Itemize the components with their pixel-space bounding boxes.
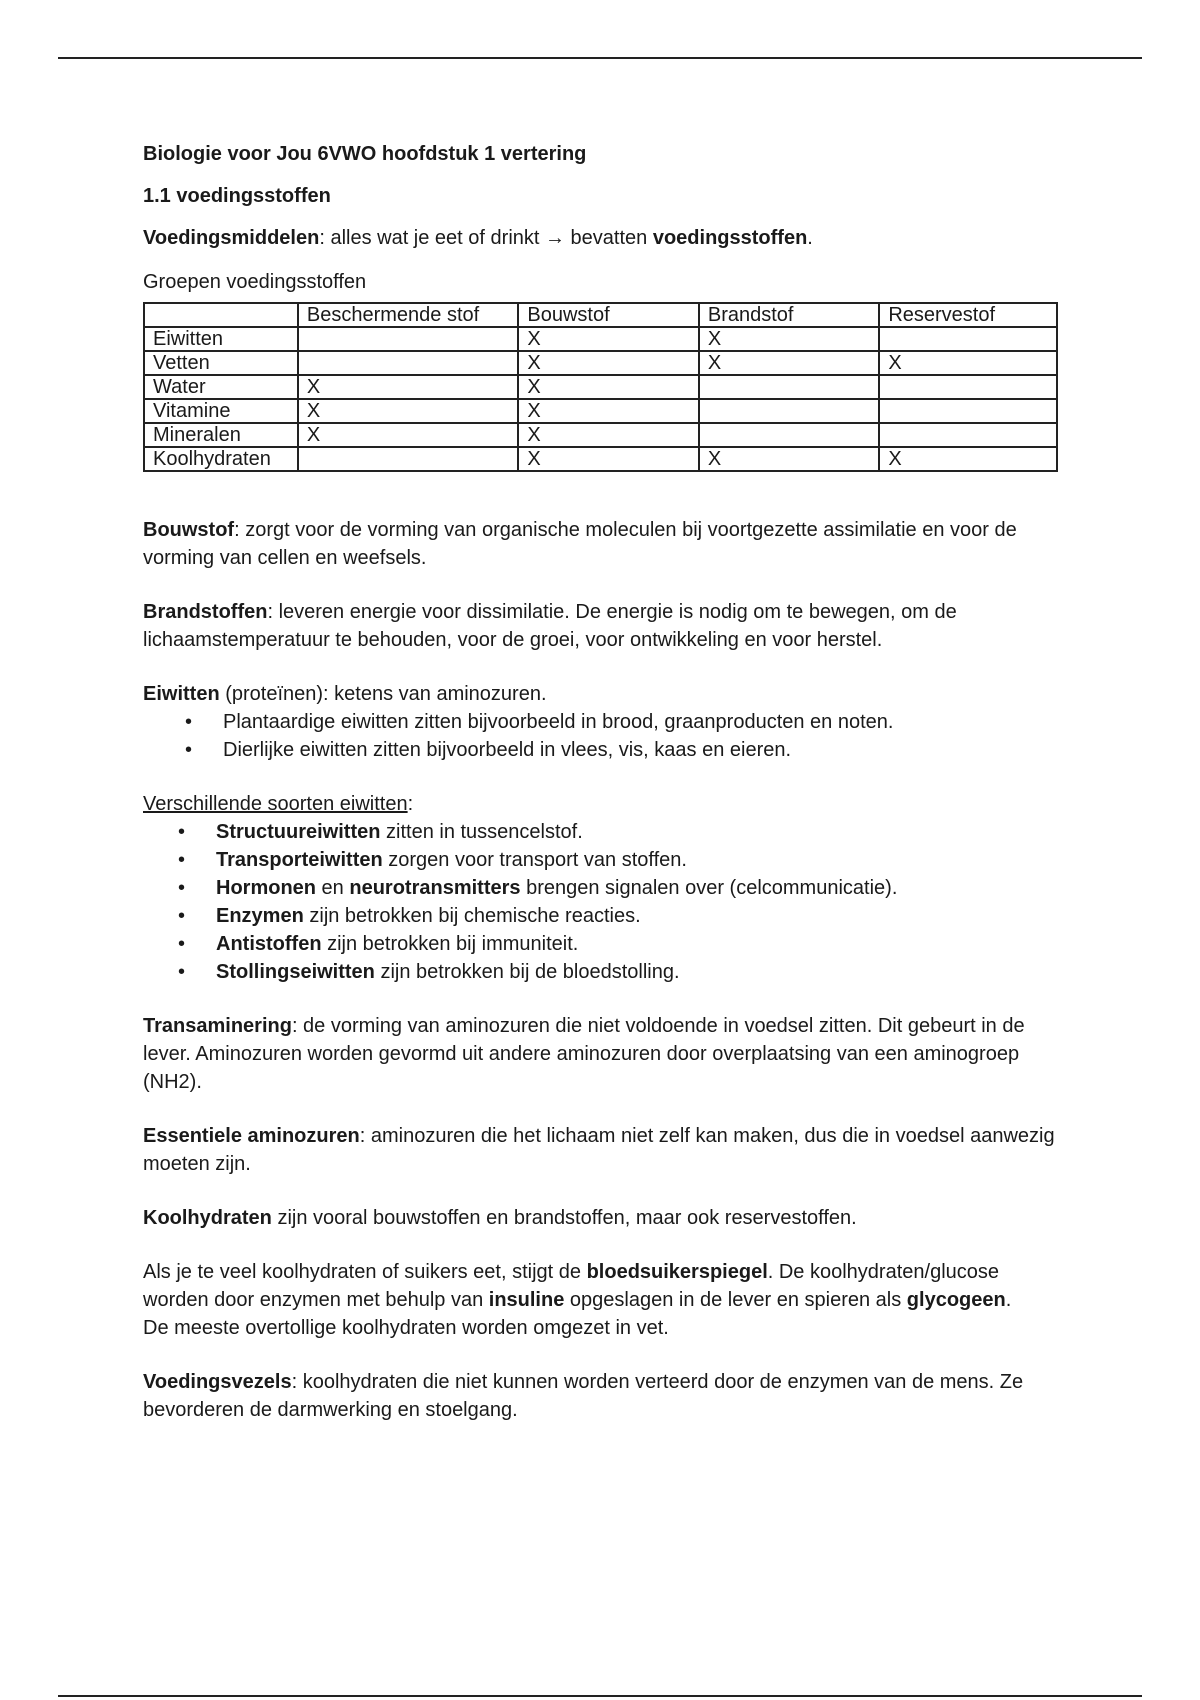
list-item: • Enzymen zijn betrokken bij chemische reacties. <box>216 902 1063 930</box>
table-row <box>144 351 1057 375</box>
voedingsvezels-definition: Voedingsvezels: koolhydraten die niet kunnen worden verteerd door de enzymen van de mens. Ze bevorderen de darmwerking en stoelgang. <box>143 1371 1024 1421</box>
koolhydraten-definition: Koolhydraten zijn vooral bouwstoffen en brandstoffen, maar ook reservestoffen. <box>143 1207 857 1229</box>
list-item: • Plantaardige eiwitten zitten bijvoorbeeld in brood, graanproducten en noten. <box>223 708 1063 736</box>
suikers-line-2: De meeste overtollige koolhydraten worden omgezet in vet. <box>143 1317 669 1339</box>
table-header-cell <box>144 303 298 327</box>
table-cell: X <box>518 351 698 375</box>
soorten-heading: Verschillende soorten eiwitten: <box>143 793 414 815</box>
table-cell <box>879 423 1057 447</box>
table-cell: X <box>518 423 698 447</box>
brandstoffen-definition: Brandstoffen: leveren energie voor dissimilatie. De energie is nodig om te bewegen, om de lichaamstemperatuur te behouden, voor de groei, voor ontwikkeling en voor herstel. <box>143 601 957 651</box>
nutrient-groups-table <box>143 302 1058 472</box>
table-cell: X <box>298 399 519 423</box>
table-row <box>144 399 1057 423</box>
list-item: • Transporteiwitten zorgen voor transport van stoffen. <box>216 846 1063 874</box>
document-body <box>143 140 1063 1450</box>
eiwitten-definition: Eiwitten (proteïnen): ketens van aminozuren. <box>143 683 547 705</box>
table-cell: Koolhydraten <box>144 447 298 471</box>
soorten-list <box>143 818 1063 986</box>
document-title: Biologie voor Jou 6VWO hoofdstuk 1 vertering <box>143 143 587 165</box>
table-cell: X <box>518 399 698 423</box>
table-cell: Vitamine <box>144 399 298 423</box>
list-item: • Stollingseiwitten zijn betrokken bij de bloedstolling. <box>216 958 1063 986</box>
table-cell: X <box>699 447 879 471</box>
table-cell <box>879 399 1057 423</box>
intro-paragraph: Voedingsmiddelen: alles wat je eet of drinkt → bevatten voedingsstoffen. <box>143 227 813 249</box>
table-caption: Groepen voedingsstoffen <box>143 271 367 293</box>
table-cell: X <box>518 447 698 471</box>
table-cell: Eiwitten <box>144 327 298 351</box>
table-cell: Vetten <box>144 351 298 375</box>
eiwitten-section <box>143 680 1063 764</box>
suikers-paragraph: Als je te veel koolhydraten of suikers eet, stijgt de bloedsuikerspiegel. De koolhydraten/glucose worden door enzymen met behulp van insuline opgeslagen in de lever en spieren als glycogeen. De meeste overtollige koolhydraten worden omgezet in vet. <box>143 1258 1063 1342</box>
top-rule <box>58 57 1142 59</box>
table-row <box>144 447 1057 471</box>
table-header-cell: Reservestof <box>879 303 1057 327</box>
table-cell: X <box>298 375 519 399</box>
list-item: • Hormonen en neurotransmitters brengen signalen over (celcommunicatie). <box>216 874 1063 902</box>
list-item: • Structuureiwitten zitten in tussencelstof. <box>216 818 1063 846</box>
table-cell: X <box>298 423 519 447</box>
bottom-rule <box>58 1695 1142 1697</box>
table-cell <box>879 327 1057 351</box>
transaminering-definition: Transaminering: de vorming van aminozuren die niet voldoende in voedsel zitten. Dit gebeurt in de lever. Aminozuren worden gevormd uit andere aminozuren door overplaatsing van een aminogroep (NH2). <box>143 1015 1025 1093</box>
table-row <box>144 327 1057 351</box>
table-cell: X <box>879 447 1057 471</box>
table-cell <box>298 327 519 351</box>
table-header-cell: Brandstof <box>699 303 879 327</box>
list-item: • Antistoffen zijn betrokken bij immuniteit. <box>216 930 1063 958</box>
table-cell: X <box>518 327 698 351</box>
soorten-section <box>143 790 1063 986</box>
table-cell: X <box>518 375 698 399</box>
table-cell <box>298 447 519 471</box>
table-cell <box>699 423 879 447</box>
intro-term: Voedingsmiddelen <box>143 227 320 249</box>
essentiele-definition: Essentiele aminozuren: aminozuren die het lichaam niet zelf kan maken, dus die in voedsel aanwezig moeten zijn. <box>143 1125 1055 1175</box>
table-cell: X <box>699 327 879 351</box>
table-cell: Water <box>144 375 298 399</box>
table-cell <box>699 375 879 399</box>
table-cell <box>298 351 519 375</box>
table-cell: X <box>699 351 879 375</box>
table-row <box>144 375 1057 399</box>
table-cell: X <box>879 351 1057 375</box>
intro-term-2: voedingsstoffen <box>652 227 808 249</box>
eiwitten-list <box>143 708 1063 764</box>
list-item: • Dierlijke eiwitten zitten bijvoorbeeld in vlees, vis, kaas en eieren. <box>223 736 1063 764</box>
table-cell <box>879 375 1057 399</box>
table-cell: Mineralen <box>144 423 298 447</box>
section-heading: 1.1 voedingsstoffen <box>143 185 331 207</box>
table-row <box>144 423 1057 447</box>
table-header-cell: Beschermende stof <box>298 303 519 327</box>
table-cell <box>699 399 879 423</box>
table-header-row <box>144 303 1057 327</box>
bouwstof-definition: Bouwstof: zorgt voor de vorming van organische moleculen bij voortgezette assimilatie en voor de vorming van cellen en weefsels. <box>143 519 1017 569</box>
table-header-cell: Bouwstof <box>518 303 698 327</box>
